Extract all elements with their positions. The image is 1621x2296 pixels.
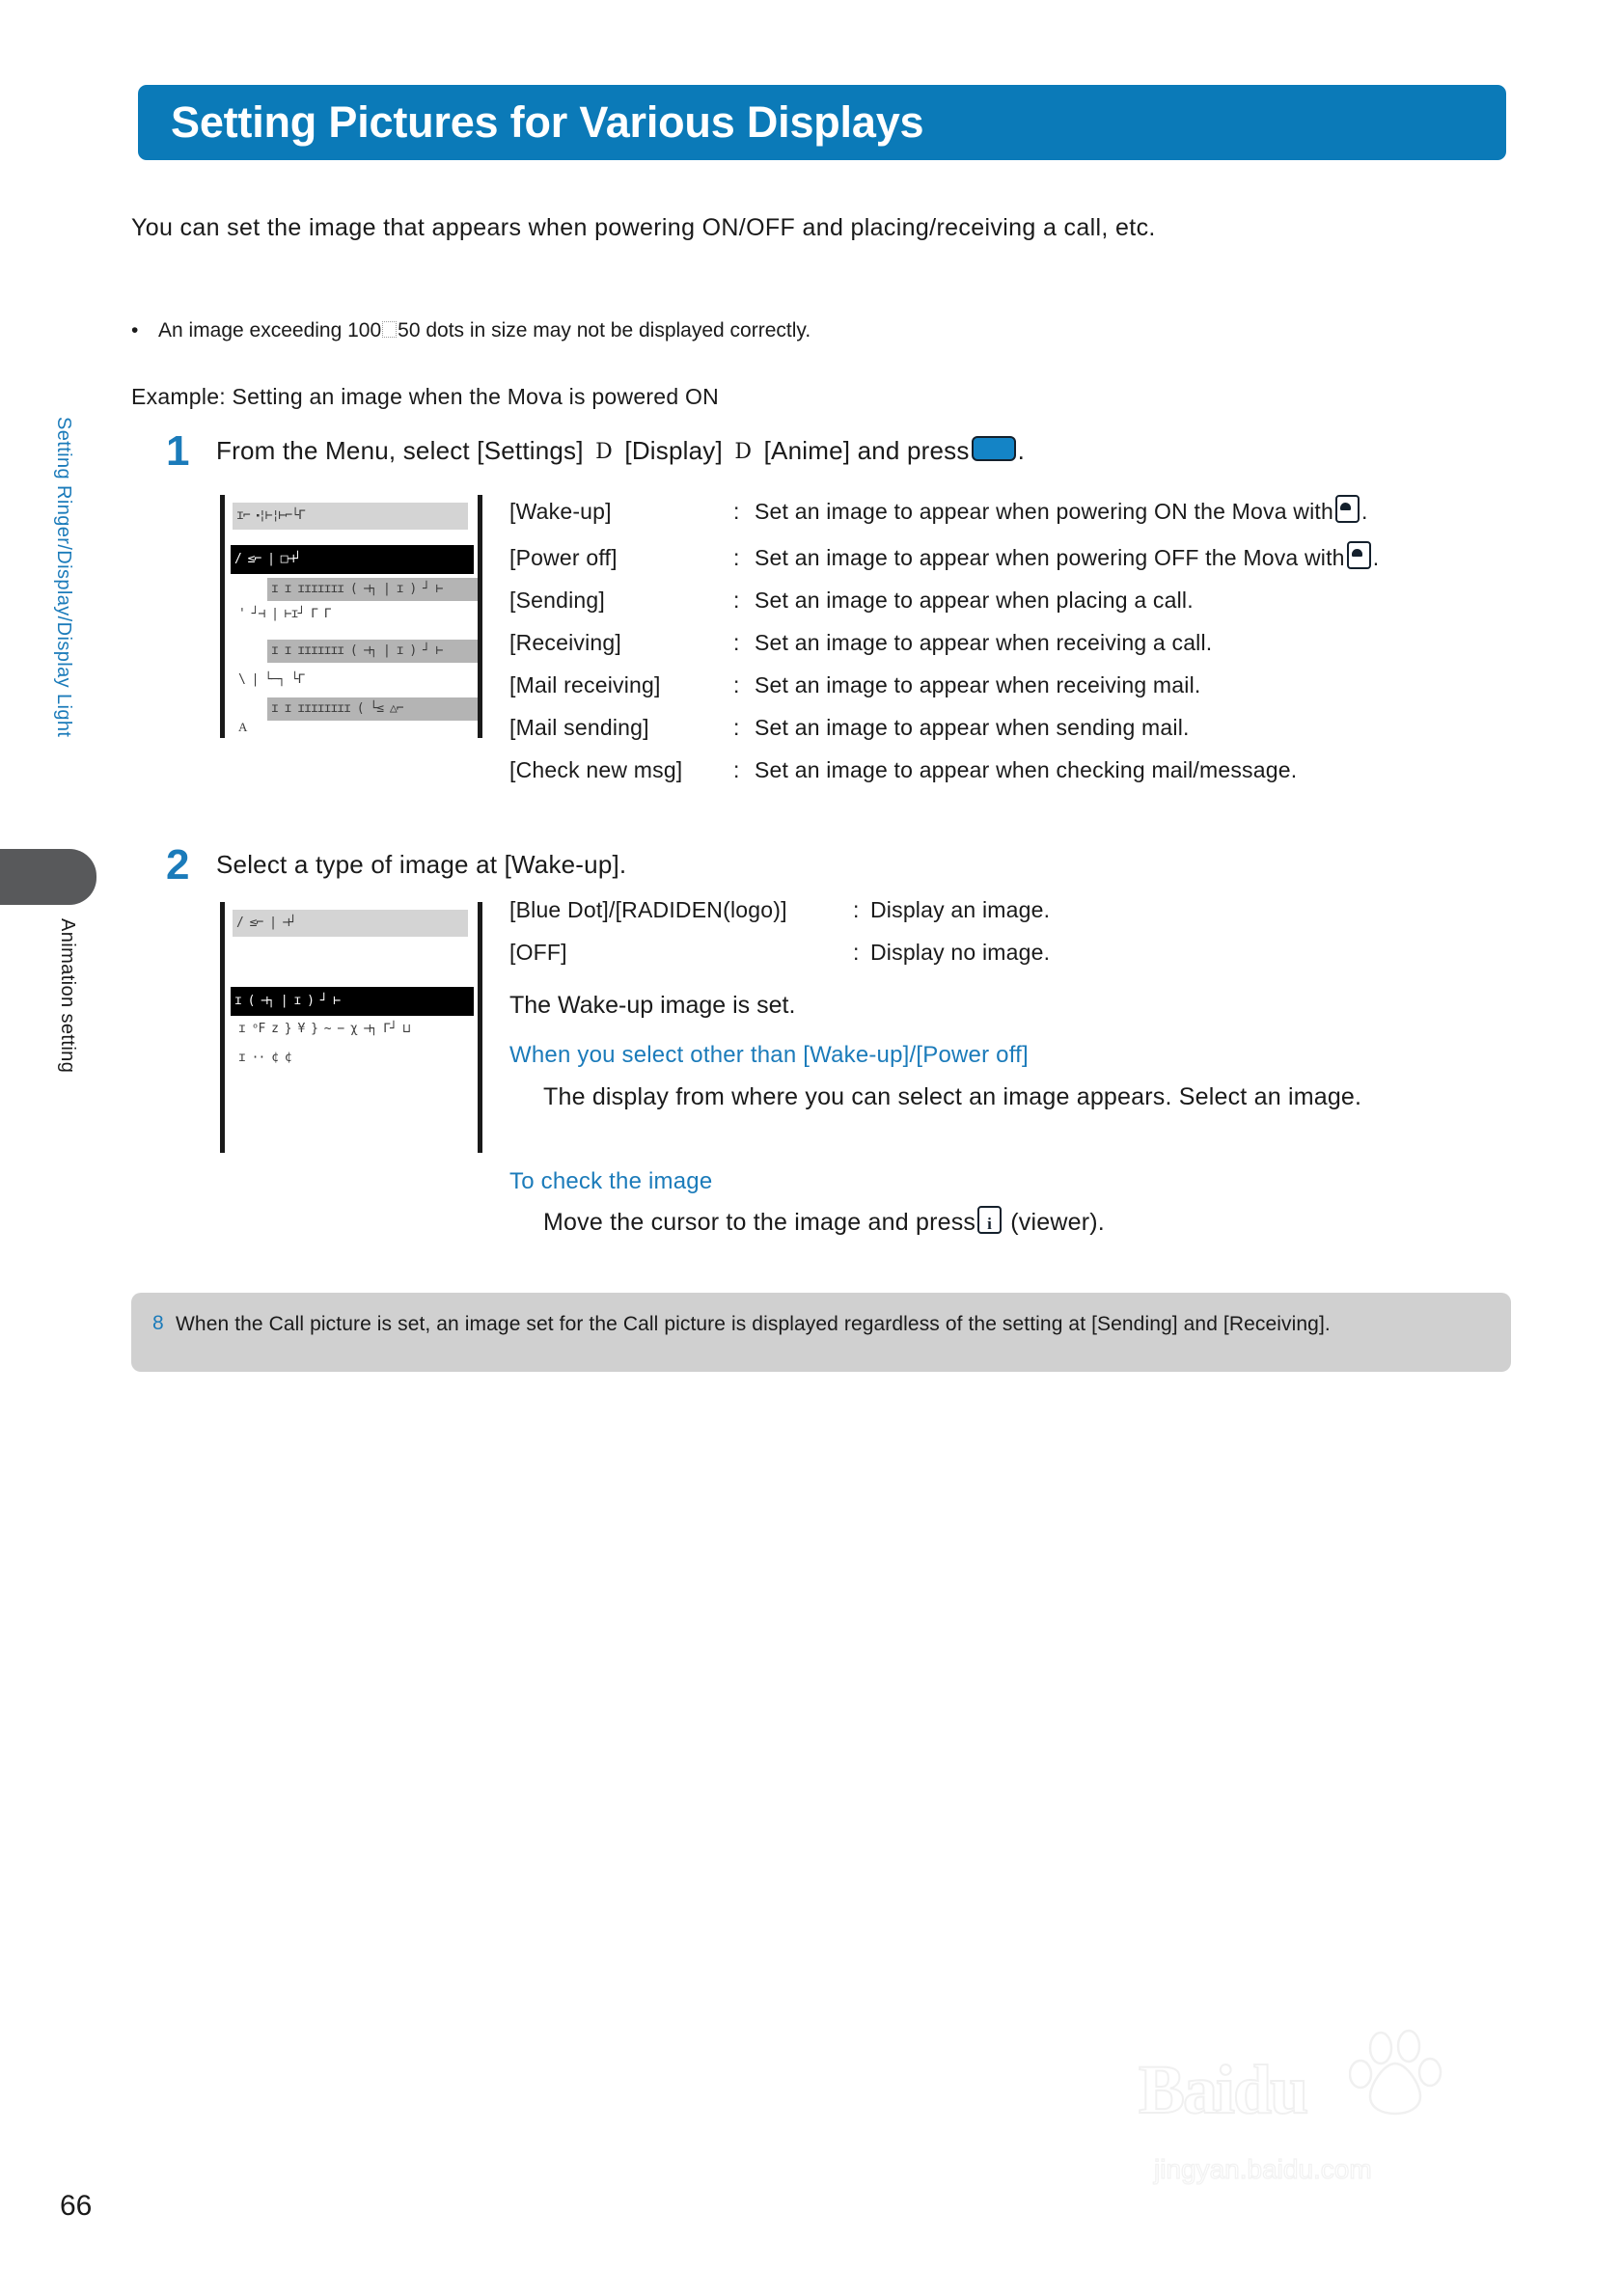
definition-row	[509, 495, 1379, 525]
definition-row	[509, 715, 1379, 741]
definition-term: [Check new msg]	[509, 757, 683, 782]
definition-description: Display no image.	[870, 940, 1051, 965]
left-sidebar	[0, 0, 116, 2296]
check-image-body-after: (viewer).	[1010, 1209, 1105, 1236]
definition-description	[755, 541, 1379, 571]
intro-paragraph: You can set the image that appears when powering ON/OFF and placing/receiving a call, etc.	[131, 214, 1156, 241]
definition-description: Display an image.	[870, 897, 1051, 922]
page-number: 66	[60, 2190, 93, 2222]
definition-desc-after: .	[1372, 545, 1380, 570]
bullet-marker: •	[131, 319, 139, 342]
subsection-body-other-than: The display from where you can select an image appears. Select an image.	[543, 1083, 1362, 1110]
mock1-line-2: ɪ ɪ ɪɪɪɪɪɪɪ ( ⊣┐ | ɪ ) ┘ ⊢	[267, 578, 478, 601]
definition-row	[509, 940, 1050, 966]
mock1-line-1: / ≤⌐ | □⊣┘	[231, 545, 474, 574]
definition-description: Set an image to appear when checking mail/message.	[755, 757, 1298, 782]
step-1-title-part1: From the Menu, select [Settings]	[216, 436, 584, 465]
note-text: When the Call picture is set, an image set for the Call picture is displayed regardless of the setting at [Sending] and [Receiving].	[176, 1313, 1331, 1335]
sidebar-section-label: Animation setting	[57, 918, 78, 1074]
subsection-body-check-image	[543, 1204, 1518, 1242]
definition-term: [Mail receiving]	[509, 672, 661, 697]
definition-term: [Power off]	[509, 545, 618, 570]
definition-separator: :	[733, 715, 740, 740]
page-title: Setting Pictures for Various Displays	[171, 97, 924, 147]
missing-glyph-icon	[382, 321, 397, 338]
step-1-title-part3: [Anime] and press	[763, 436, 970, 465]
definition-separator: :	[733, 757, 740, 782]
definition-desc-before: Set an image to appear when powering ON the Mova with	[755, 499, 1333, 524]
arrow-glyph-1-icon: D	[595, 440, 613, 464]
phone-key-icon	[1335, 495, 1360, 523]
definition-row	[509, 541, 1379, 571]
step-1-definition-list	[509, 495, 1379, 800]
definition-separator: :	[853, 897, 860, 922]
phone-screen-mock-step2	[220, 902, 482, 1153]
check-image-body-before: Move the cursor to the image and press	[543, 1209, 976, 1236]
page-title-banner	[138, 85, 1506, 160]
definition-row	[509, 757, 1379, 783]
definition-term: [Blue Dot]/[RADIDEN(logo)]	[509, 897, 787, 922]
mock1-line-4: ɪ ɪ ɪɪɪɪɪɪɪ ( ⊣┐ | ɪ ) ┘ ⊢	[267, 640, 478, 663]
definition-separator: :	[733, 588, 740, 613]
baidu-logo-text: Baidu	[1139, 2051, 1307, 2128]
step-1-title-part4: .	[1017, 436, 1025, 465]
phone-key-icon	[1347, 541, 1371, 569]
definition-description	[755, 495, 1368, 525]
baidu-watermark	[1139, 2011, 1544, 2204]
note-callout-box	[131, 1293, 1511, 1372]
definition-row	[509, 897, 1050, 923]
step-1-title	[216, 436, 1025, 466]
sidebar-chapter-label: Setting Ringer/Display/Display Light	[53, 417, 74, 738]
phone-screen-mock-step1	[220, 495, 482, 738]
definition-term: [Wake-up]	[509, 499, 612, 524]
mock2-line-1: ɪ ( ⊣┐ | ɪ ) ┘ ⊢	[231, 987, 474, 1016]
info-key-icon	[977, 1206, 1002, 1234]
mock1-line-0: ɪ⌐ ⬝¦⊢¦⊢⌐└Γ	[233, 503, 468, 530]
definition-row	[509, 672, 1379, 698]
definition-separator: :	[733, 672, 740, 697]
definition-row	[509, 588, 1379, 614]
step-2-result-line: The Wake-up image is set.	[509, 992, 796, 1019]
subsection-heading-check-image: To check the image	[509, 1168, 713, 1194]
step-2-definition-list	[509, 897, 1050, 982]
subsection-heading-other-than: When you select other than [Wake-up]/[Power off]	[509, 1042, 1029, 1068]
mock1-line-3: ' ┘⊣ | ⊢ɪ┘ Γ Γ	[238, 607, 331, 621]
bullet-text-after: 50 dots in size may not be displayed correctly.	[398, 319, 811, 342]
baidu-watermark-url: jingyan.baidu.com	[1154, 2154, 1372, 2184]
step-1-number: 1	[166, 427, 190, 475]
step-2-number: 2	[166, 841, 190, 888]
definition-term: [Sending]	[509, 588, 605, 613]
example-line: Example: Setting an image when the Mova is powered ON	[131, 384, 720, 409]
definition-description: Set an image to appear when placing a call.	[755, 588, 1194, 613]
definition-desc-after: .	[1361, 499, 1368, 524]
definition-term: [OFF]	[509, 940, 567, 965]
definition-term: [Receiving]	[509, 630, 621, 655]
bullet-text	[158, 316, 810, 345]
mock2-line-2: ɪ ᵒF z } ¥ } ~ − χ ⊣┐ Γ┘ ⊔	[238, 1022, 410, 1036]
definition-separator: :	[733, 499, 740, 524]
mock1-line-6: ɪ ɪ ɪɪɪɪɪɪɪɪ ( └≤ △⌐	[267, 697, 478, 721]
definition-separator: :	[853, 940, 860, 965]
step-2-title: Select a type of image at [Wake-up].	[216, 850, 627, 879]
mock1-line-7: A	[238, 720, 247, 734]
sidebar-section-tab	[0, 849, 96, 905]
mock1-line-5: \ | └─┐ └Γ	[238, 672, 305, 687]
intro-bullet-item	[131, 316, 1511, 345]
mock2-line-0: / ≤⌐ | ⊣┘	[233, 910, 468, 937]
select-key-icon	[972, 436, 1016, 461]
definition-separator: :	[733, 545, 740, 570]
baidu-paw-icon	[1349, 2029, 1445, 2118]
definition-separator: :	[733, 630, 740, 655]
mock2-line-3: ɪ ·· ¢ ¢	[238, 1051, 291, 1065]
definition-description: Set an image to appear when sending mail.	[755, 715, 1190, 740]
definition-desc-before: Set an image to appear when powering OFF the Mova with	[755, 545, 1345, 570]
note-marker-icon: 8	[152, 1312, 164, 1334]
definition-description: Set an image to appear when receiving a call.	[755, 630, 1213, 655]
step-1-title-part2: [Display]	[624, 436, 723, 465]
definition-row	[509, 630, 1379, 656]
definition-term: [Mail sending]	[509, 715, 649, 740]
arrow-glyph-2-icon: D	[734, 440, 753, 464]
bullet-text-before: An image exceeding 100	[158, 319, 382, 342]
definition-description: Set an image to appear when receiving mail.	[755, 672, 1201, 697]
